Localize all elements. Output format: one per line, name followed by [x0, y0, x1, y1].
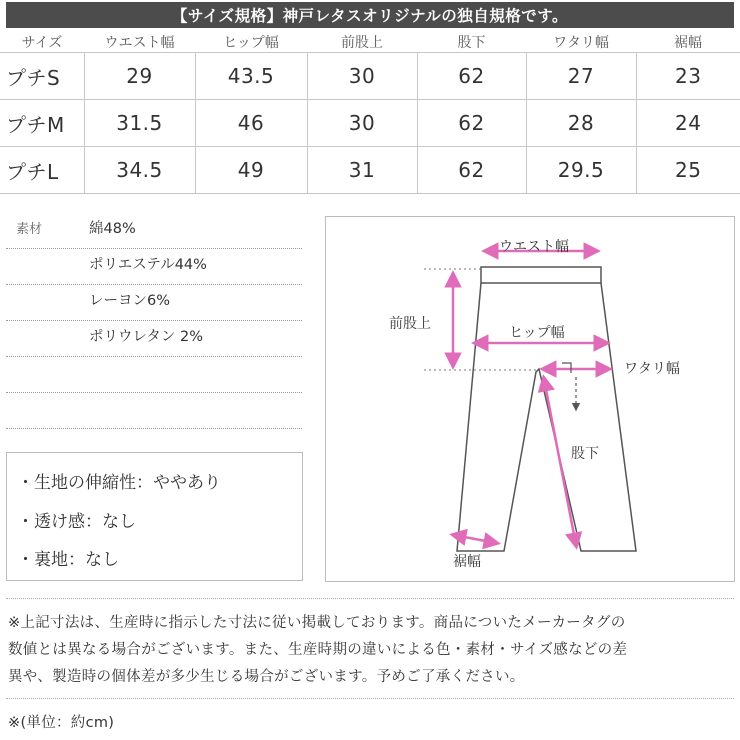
material-row-empty	[6, 392, 302, 429]
table-cell: 46	[195, 100, 307, 147]
material-row	[6, 320, 302, 357]
label-thigh: ワタリ幅	[624, 361, 680, 377]
fabric-features-box	[6, 452, 303, 581]
header-rise: 前股上	[341, 35, 383, 51]
header-hem: 裾幅	[674, 35, 702, 51]
material-item: 綿48%	[89, 221, 136, 237]
table-row	[0, 147, 740, 194]
size-table-header	[0, 32, 740, 52]
table-row	[0, 100, 740, 147]
material-row-empty	[6, 356, 302, 393]
table-cell: 43.5	[195, 53, 307, 100]
table-cell: 62	[417, 147, 526, 194]
disclaimer-line: 数値とは異なる場合がございます。また、生産時期の違いによる色・素材・サイズ感などの差	[8, 642, 628, 658]
material-row	[6, 248, 302, 285]
material-item: ポリエステル44%	[89, 257, 207, 273]
table-cell: 29	[84, 53, 195, 100]
table-cell: 28	[526, 100, 636, 147]
disclaimer-line: 異や、製造時の個体差が多少生じる場合がございます。予めご了承ください。	[8, 669, 525, 685]
header-inseam: 股下	[457, 35, 486, 51]
divider	[6, 698, 734, 699]
table-cell: 62	[417, 53, 526, 100]
pants-illustration	[326, 217, 734, 581]
table-cell: 24	[636, 100, 740, 147]
table-cell: 23	[636, 53, 740, 100]
pants-outline	[457, 267, 636, 551]
table-cell: 30	[307, 53, 417, 100]
material-label: 素材	[16, 222, 43, 237]
table-cell: 27	[526, 53, 636, 100]
header-size: サイズ	[21, 35, 63, 51]
material-row	[6, 284, 302, 321]
size-label: プチS	[0, 53, 84, 100]
label-hip: ヒップ幅	[509, 325, 565, 341]
label-inseam: 股下	[571, 446, 599, 462]
feature-stretch: ・生地の伸縮性：ややあり	[17, 473, 221, 493]
table-cell: 31	[307, 147, 417, 194]
divider	[6, 598, 734, 599]
feature-sheerness: ・透け感：なし	[17, 512, 136, 532]
table-cell: 49	[195, 147, 307, 194]
hem-arrow	[454, 535, 496, 543]
measurement-diagram	[325, 216, 735, 582]
label-waist: ウエスト幅	[499, 239, 569, 255]
table-cell: 34.5	[84, 147, 195, 194]
header-hip: ヒップ幅	[223, 35, 279, 51]
material-row	[6, 212, 302, 249]
size-label: プチM	[0, 100, 84, 147]
material-item: ポリウレタン 2%	[89, 329, 204, 345]
size-table	[0, 52, 740, 194]
material-item: レーヨン6%	[89, 293, 171, 309]
unit-note: ※(単位：約cm)	[8, 715, 115, 731]
disclaimer-line: ※上記寸法は、生産時に指示した寸法に従い掲載しております。商品についたメーカータグの	[8, 615, 626, 631]
size-label: プチL	[0, 147, 84, 194]
feature-lining: ・裏地：なし	[17, 550, 119, 570]
table-row	[0, 53, 740, 100]
table-cell: 31.5	[84, 100, 195, 147]
label-rise: 前股上	[389, 316, 431, 332]
header-waist: ウエスト幅	[104, 35, 175, 51]
table-cell: 25	[636, 147, 740, 194]
table-cell: 30	[307, 100, 417, 147]
header-thigh: ワタリ幅	[553, 35, 609, 51]
page-title: 【サイズ規格】神戸レタスオリジナルの独自規格です。	[6, 2, 734, 28]
label-hem: 裾幅	[453, 554, 481, 570]
table-cell: 62	[417, 100, 526, 147]
table-cell: 29.5	[526, 147, 636, 194]
